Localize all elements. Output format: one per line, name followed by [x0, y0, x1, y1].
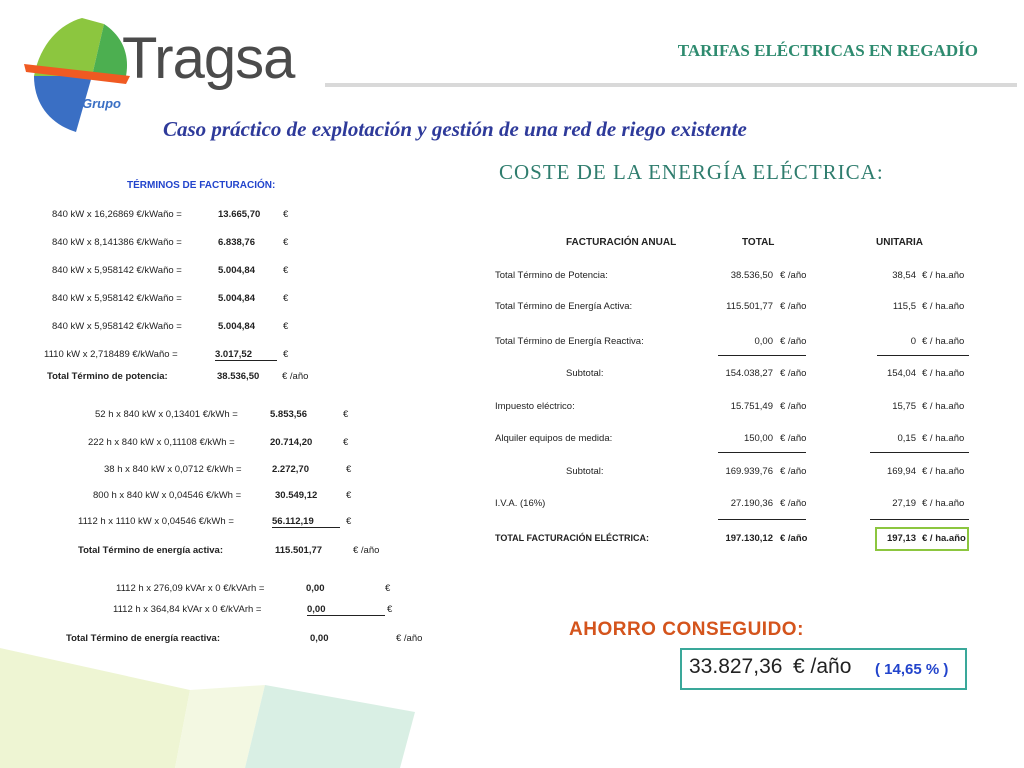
- activa-unit: €: [343, 409, 349, 420]
- potencia-formula: 1110 kW x 2,718489 €/kWaño =: [44, 349, 178, 360]
- savings-percent: ( 14,65 % ): [875, 661, 949, 678]
- billing-row-unit-value: 27,19: [892, 498, 916, 509]
- billing-row-label: Total Término de Energía Reactiva:: [495, 336, 644, 347]
- billing-row-label: Subtotal:: [566, 368, 604, 379]
- billing-rule: [718, 355, 806, 356]
- billing-row-label: Total Término de Energía Activa:: [495, 301, 633, 312]
- activa-value: 56.112,19: [272, 516, 340, 528]
- activa-value: 30.549,12: [275, 490, 318, 501]
- billing-row-unit-unit: € / ha.año: [922, 433, 965, 444]
- potencia-unit: €: [283, 237, 289, 248]
- billing-row-unit-unit: € / ha.año: [922, 368, 965, 379]
- potencia-formula: 840 kW x 5,958142 €/kWaño =: [52, 293, 182, 304]
- reactiva-value: 0,00: [307, 604, 385, 616]
- billing-row-label: I.V.A. (16%): [495, 498, 546, 509]
- activa-formula: 52 h x 840 kW x 0,13401 €/kWh =: [95, 409, 238, 420]
- activa-formula: 38 h x 840 kW x 0,0712 €/kWh =: [104, 464, 242, 475]
- billing-row-total-unit: € /año: [780, 301, 807, 312]
- billing-row-total: 115.501,77: [726, 301, 773, 312]
- reactiva-value: 0,00: [306, 583, 325, 594]
- activa-unit: €: [346, 516, 352, 527]
- header-title: TARIFAS ELÉCTRICAS EN REGADÍO: [677, 41, 978, 60]
- activa-total-unit: € /año: [353, 545, 380, 556]
- terms-title: TÉRMINOS DE FACTURACIÓN:: [127, 180, 276, 191]
- section-title: COSTE DE LA ENERGÍA ELÉCTRICA:: [499, 160, 884, 184]
- potencia-formula: 840 kW x 16,26869 €/kWaño =: [52, 209, 182, 220]
- reactiva-total-unit: € /año: [396, 633, 423, 644]
- activa-total-label: Total Término de energía activa:: [78, 545, 224, 556]
- activa-unit: €: [346, 464, 352, 475]
- billing-row-label: Total Término de Potencia:: [495, 270, 608, 281]
- potencia-unit: €: [283, 293, 289, 304]
- billing-total-value: 197.130,12: [725, 533, 773, 544]
- billing-rule: [877, 355, 969, 356]
- potencia-value: 3.017,52: [215, 349, 277, 361]
- billing-row-label: Alquiler equipos de medida:: [495, 433, 613, 444]
- billing-row-total: 38.536,50: [730, 270, 773, 281]
- activa-formula: 800 h x 840 kW x 0,04546 €/kWh =: [93, 490, 242, 501]
- savings-title: AHORRO CONSEGUIDO:: [569, 619, 804, 640]
- billing-row-total: 169.939,76: [725, 466, 773, 477]
- activa-total-value: 115.501,77: [275, 545, 323, 556]
- billing-total-unit: € /año: [780, 533, 808, 544]
- billing-row-total: 15.751,49: [730, 401, 773, 412]
- billing-row-unit-value: 115,5: [892, 301, 916, 312]
- billing-row-total: 150,00: [743, 433, 773, 444]
- potencia-unit: €: [283, 209, 289, 220]
- billing-rule: [718, 452, 806, 453]
- billing-rule: [718, 519, 806, 520]
- billing-row-total-unit: € /año: [780, 498, 807, 509]
- potencia-value: 6.838,76: [218, 237, 255, 248]
- potencia-formula: 840 kW x 8,141386 €/kWaño =: [52, 237, 182, 248]
- billing-row-total-unit: € /año: [780, 336, 807, 347]
- billing-row-unit-unit: € / ha.año: [922, 301, 965, 312]
- activa-formula: 1112 h x 1110 kW x 0,04546 €/kWh =: [78, 516, 234, 527]
- reactiva-unit: €: [387, 604, 393, 615]
- billing-row-total-unit: € /año: [780, 466, 807, 477]
- activa-value: 20.714,20: [270, 437, 313, 448]
- billing-total-unit-value: 197,13: [886, 533, 916, 544]
- billing-total-label: TOTAL FACTURACIÓN ELÉCTRICA:: [495, 533, 649, 543]
- potencia-unit: €: [283, 321, 289, 332]
- activa-value: 5.853,56: [270, 409, 307, 420]
- logo-grupo: Grupo: [82, 96, 121, 111]
- potencia-value: 5.004,84: [218, 293, 255, 304]
- savings-unit: € /año: [793, 655, 852, 678]
- billing-row-unit-unit: € / ha.año: [922, 466, 965, 477]
- potencia-value: 5.004,84: [218, 265, 255, 276]
- potencia-total-value: 38.536,50: [217, 371, 260, 382]
- billing-row-total-unit: € /año: [780, 401, 807, 412]
- billing-row-total-unit: € /año: [780, 433, 807, 444]
- billing-total-unit-unit: € / ha.año: [922, 533, 966, 544]
- potencia-total-label: Total Término de potencia:: [47, 371, 168, 382]
- reactiva-total-label: Total Término de energía reactiva:: [66, 633, 220, 644]
- tragsa-logo-icon: [22, 14, 132, 136]
- potencia-formula: 840 kW x 5,958142 €/kWaño =: [52, 265, 182, 276]
- billing-row-unit-unit: € / ha.año: [922, 336, 965, 347]
- slide-subtitle: Caso práctico de explotación y gestión de una red de riego existente: [163, 117, 747, 141]
- billing-header-concept: FACTURACIÓN ANUAL: [566, 237, 677, 248]
- billing-row-unit-unit: € / ha.año: [922, 498, 965, 509]
- reactiva-total-value: 0,00: [310, 633, 329, 644]
- activa-unit: €: [343, 437, 349, 448]
- logo-wordmark: Tragsa: [122, 26, 295, 91]
- reactiva-formula: 1112 h x 364,84 kVAr x 0 €/kVArh =: [113, 604, 262, 615]
- header-divider: [325, 83, 1017, 87]
- activa-value: 2.272,70: [272, 464, 309, 475]
- billing-row-unit-unit: € / ha.año: [922, 270, 965, 281]
- billing-row-unit-value: 169,94: [886, 466, 916, 477]
- billing-row-unit-unit: € / ha.año: [922, 401, 965, 412]
- reactiva-unit: €: [385, 583, 391, 594]
- billing-rule: [870, 519, 969, 520]
- activa-unit: €: [346, 490, 352, 501]
- potencia-unit: €: [283, 265, 289, 276]
- billing-row-total: 27.190,36: [730, 498, 773, 509]
- billing-row-total-unit: € /año: [780, 368, 807, 379]
- billing-header-unit: UNITARIA: [876, 237, 924, 248]
- potencia-unit: €: [283, 349, 289, 360]
- billing-row-total: 154.038,27: [725, 368, 773, 379]
- billing-row-total: 0,00: [754, 336, 773, 347]
- billing-row-unit-value: 38,54: [892, 270, 916, 281]
- reactiva-formula: 1112 h x 276,09 kVAr x 0 €/kVArh =: [116, 583, 265, 594]
- billing-row-unit-value: 15,75: [892, 401, 916, 412]
- potencia-total-unit: € /año: [282, 371, 309, 382]
- billing-row-total-unit: € /año: [780, 270, 807, 281]
- billing-row-unit-value: 0,15: [897, 433, 916, 444]
- potencia-value: 5.004,84: [218, 321, 255, 332]
- activa-formula: 222 h x 840 kW x 0,11108 €/kWh =: [88, 437, 235, 448]
- potencia-value: 13.665,70: [218, 209, 261, 220]
- billing-row-label: Subtotal:: [566, 466, 604, 477]
- billing-row-label: Impuesto eléctrico:: [495, 401, 575, 412]
- billing-rule: [870, 452, 969, 453]
- potencia-formula: 840 kW x 5,958142 €/kWaño =: [52, 321, 182, 332]
- savings-amount: 33.827,36: [689, 655, 783, 678]
- billing-row-unit-value: 0: [910, 336, 916, 347]
- billing-header-total: TOTAL: [742, 237, 775, 248]
- billing-row-unit-value: 154,04: [886, 368, 916, 379]
